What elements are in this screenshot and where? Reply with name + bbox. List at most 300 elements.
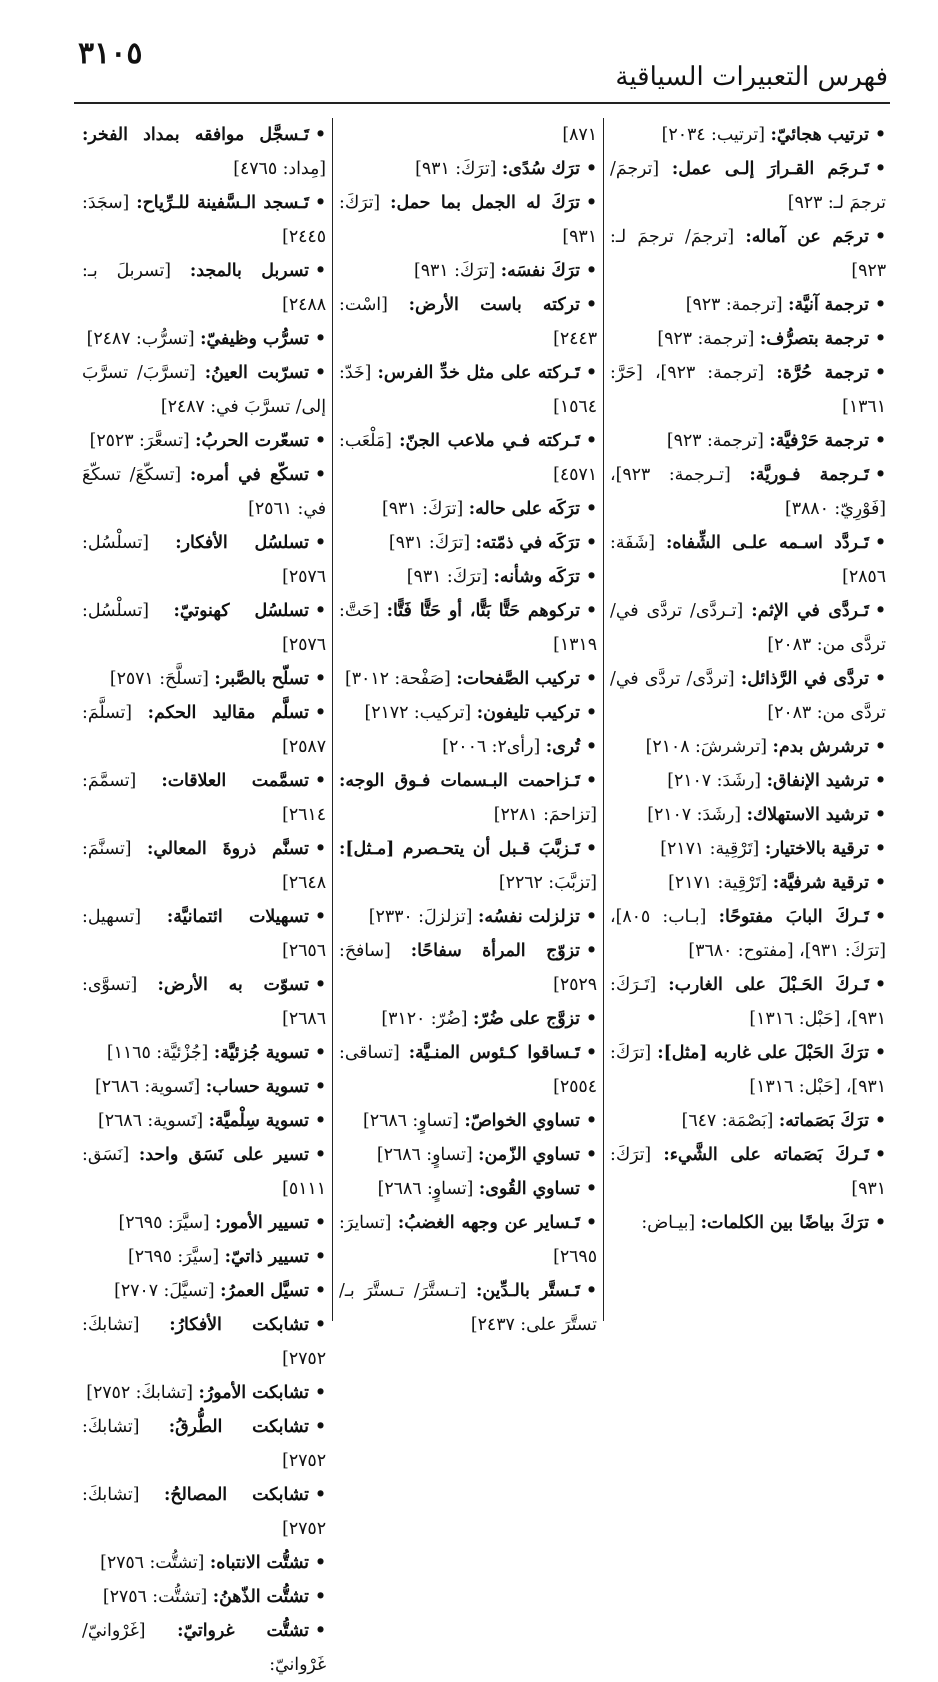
bullet-icon: • xyxy=(314,1111,326,1131)
bullet-icon: • xyxy=(874,363,886,383)
bullet-icon: • xyxy=(314,601,326,621)
entry-reference: [تسرُّب: ٢٤٨٧] xyxy=(86,329,195,349)
entry-term: تسوية جُزئيَّة: xyxy=(213,1043,309,1063)
entry-reference: [اسْت: ٢٤٤٣] xyxy=(339,295,597,349)
bullet-icon: • xyxy=(585,839,597,859)
entry-term: ترقية شرفيَّة: xyxy=(772,873,869,893)
bullet-icon: • xyxy=(874,431,886,451)
index-entry xyxy=(82,1410,326,1478)
bullet-icon: • xyxy=(314,431,326,451)
entry-reference: [بَصْمَة: ٦٤٧] xyxy=(681,1111,774,1131)
entry-reference: [ترَكَ: ٩٣١] xyxy=(610,1145,886,1199)
index-entry xyxy=(82,186,326,254)
entry-reference: [رأى٢: ٢٠٠٦] xyxy=(442,737,541,757)
entry-reference: [تردَّى/ تردَّى في/ تردَّى من: ٢٠٨٣] xyxy=(610,669,886,723)
bullet-icon: • xyxy=(585,771,597,791)
entry-term: تسنَّم ذروةَ المعالي: xyxy=(146,839,309,859)
entry-term: تشابكت الأمورُ: xyxy=(198,1383,309,1403)
entry-term: تسرّبت العينُ: xyxy=(204,363,309,383)
entry-reference: [تشتُّت: ٢٧٥٦] xyxy=(102,1587,208,1607)
index-entry xyxy=(339,1274,597,1342)
bullet-icon: • xyxy=(874,533,886,553)
entry-term: تَـسجد الـسَّفينة للـرِّياح: xyxy=(136,193,309,213)
bullet-icon: • xyxy=(585,159,597,179)
bullet-icon: • xyxy=(874,1213,886,1233)
entry-term: تسلَّم مقاليد الحكم: xyxy=(147,703,309,723)
bullet-icon: • xyxy=(585,499,597,519)
entry-reference: [تسنَّمَ: ٢٦٤٨] xyxy=(82,839,326,893)
index-entry xyxy=(339,1206,597,1274)
index-entry xyxy=(82,1070,326,1104)
bullet-icon: • xyxy=(585,431,598,451)
entry-reference: [بـاب: ٨٠٥]، [ترَكَ: ٩٣١]، [مفتوح: ٣٦٨٠] xyxy=(610,907,886,961)
bullet-icon: • xyxy=(314,1553,326,1573)
entry-reference: [تشابكَ: ٢٧٥٢] xyxy=(86,1383,194,1403)
index-entry xyxy=(339,730,597,764)
index-entry xyxy=(82,900,326,968)
entry-reference: [تَرْقِية: ٢١٧١] xyxy=(660,839,760,859)
index-entry xyxy=(339,764,597,832)
entry-reference: [تسربلَ بـ: ٢٤٨٨] xyxy=(82,261,326,315)
entry-term: تزوَّج على ضُرّ: xyxy=(473,1009,580,1029)
bullet-icon: • xyxy=(874,159,886,179)
bullet-icon: • xyxy=(314,975,326,995)
bullet-icon: • xyxy=(874,805,886,825)
bullet-icon: • xyxy=(585,1009,597,1029)
entry-term: تشتُّت غرواتيّ: xyxy=(177,1621,309,1641)
entry-reference: ٨٧١] xyxy=(562,125,597,145)
entry-reference: [تسوَّى: ٢٦٨٦] xyxy=(82,975,326,1029)
index-entry xyxy=(82,1376,326,1410)
bullet-icon: • xyxy=(314,907,326,927)
entry-term: تساوي الخواصّ: xyxy=(464,1111,580,1131)
entry-reference: [بيـاض: xyxy=(641,1213,696,1233)
bullet-icon: • xyxy=(874,1043,886,1063)
entry-term: تسوّت به الأرض: xyxy=(157,975,309,995)
entry-term: تسوية سِلْميَّة: xyxy=(208,1111,309,1131)
entry-term: ترجمة حُرَّة: xyxy=(776,363,869,383)
index-entry xyxy=(339,594,597,662)
entry-term: ترشيد الاستهلاك: xyxy=(746,805,869,825)
bullet-icon: • xyxy=(585,363,597,383)
entry-term: تَـسجَّل موافقه بمداد الفخر: xyxy=(82,125,309,145)
entry-reference: [تسرَّبَ/ تسرَّبَ إلى/ تسرَّبَ في: ٢٤٨٧] xyxy=(82,363,326,417)
entry-reference: [تسلَّحَ: ٢٥٧١] xyxy=(109,669,209,689)
bullet-icon: • xyxy=(585,295,597,315)
bullet-icon: • xyxy=(314,1315,326,1335)
entry-reference: [تساقى: ٢٥٥٤] xyxy=(339,1043,597,1097)
index-entry xyxy=(82,1546,326,1580)
bullet-icon: • xyxy=(874,737,886,757)
index-entry xyxy=(82,118,326,186)
index-entry xyxy=(82,764,326,832)
bullet-icon: • xyxy=(874,771,886,791)
entry-reference: [ترشرشَ: ٢١٠٨] xyxy=(645,737,768,757)
entry-reference: [ترَكَ: ٩٣١] xyxy=(406,567,489,587)
bullet-icon: • xyxy=(874,1145,886,1165)
entry-term: تَـرجَم القـرارَ إلـى عمل: xyxy=(671,159,869,179)
entry-term: ترَكَ بياضًا بين الكلمات: xyxy=(700,1213,869,1233)
entry-reference: [ترَكَ: ٩٣١]، [حَبْل: ١٣١٦] xyxy=(610,1043,886,1097)
entry-reference: [سافحَ: ٢٥٢٩] xyxy=(339,941,597,995)
entry-reference: [تسعَّرَ: ٢٥٢٣] xyxy=(89,431,190,451)
entry-term: تَـزبَّبَ قـبل أن يتحـصرم [مـثل]: xyxy=(339,839,580,859)
entry-reference: [جُزْئيَّة: ١١٦٥] xyxy=(106,1043,209,1063)
index-entry xyxy=(610,424,886,458)
bullet-icon: • xyxy=(314,193,326,213)
index-entry xyxy=(82,1104,326,1138)
entry-term: ترَك سُدًى: xyxy=(501,159,580,179)
entry-term: ترَكَ نفسَه: xyxy=(500,261,580,281)
index-entry xyxy=(82,322,326,356)
index-entry xyxy=(610,900,886,968)
entry-reference: [تسهيل: ٢٦٥٦] xyxy=(82,907,326,961)
entry-term: تسلسُل الأفكار: xyxy=(175,533,309,553)
entry-reference: [تـستَّرَ/ تـستَّرَ بـ/ تستَّرَ على: ٢٤٣٧] xyxy=(339,1281,597,1335)
index-entry xyxy=(82,1274,326,1308)
entry-term: تسوية حساب: xyxy=(205,1077,309,1097)
bullet-icon: • xyxy=(314,329,326,349)
index-entry xyxy=(339,696,597,730)
index-entry xyxy=(339,662,597,696)
index-entry xyxy=(82,356,326,424)
index-entry xyxy=(610,288,886,322)
column-left xyxy=(76,118,332,1675)
bullet-icon: • xyxy=(585,737,597,757)
bullet-icon: • xyxy=(314,1247,326,1267)
index-entry xyxy=(610,730,886,764)
entry-reference: [ترجمَ/ ترجمَ لـ: ٩٢٣] xyxy=(610,159,886,213)
entry-reference: [ترجمة: ٩٢٣]، [حَرَّ: ١٣٦١] xyxy=(610,363,886,417)
entry-term: تسهيلات ائتمانيَّة: xyxy=(166,907,309,927)
bullet-icon: • xyxy=(585,1043,597,1063)
entry-term: تركوهم حَتًّا بَتًّا، أو حَتًّا فَتًّا: xyxy=(386,601,580,621)
index-entry xyxy=(82,1478,326,1546)
entry-reference: [ترَكَ: ٩٣١] xyxy=(382,499,464,519)
entry-term: تركيب الصَّفحات: xyxy=(456,669,580,689)
bullet-icon: • xyxy=(314,1621,326,1641)
entry-reference: [تشابكَ: ٢٧٥٢] xyxy=(82,1417,326,1471)
entry-term: ترشرش بدم: xyxy=(772,737,869,757)
bullet-icon: • xyxy=(314,1145,326,1165)
entry-term: تسيَّل العمرُ: xyxy=(220,1281,309,1301)
index-entry xyxy=(610,458,886,526)
bullet-icon: • xyxy=(314,1281,326,1301)
index-entry xyxy=(82,1614,326,1682)
index-entry xyxy=(82,1240,326,1274)
index-entry xyxy=(610,322,886,356)
entry-reference: [ترَكَ: ٩٣١] xyxy=(415,159,497,179)
bullet-icon: • xyxy=(874,465,886,485)
entry-reference: [ترجمة: ٩٢٣] xyxy=(657,329,755,349)
entry-term: ترَكَ له الجمل بما حمل: xyxy=(390,193,580,213)
entry-reference: [صَفْحة: ٣٠١٢] xyxy=(345,669,451,689)
bullet-icon: • xyxy=(585,941,598,961)
entry-reference: [تَسوية: ٢٦٨٦] xyxy=(97,1111,204,1131)
page-title: فهرس التعبيرات السياقية xyxy=(615,62,888,92)
bullet-icon: • xyxy=(874,125,886,145)
entry-term: ترقية بالاختيار: xyxy=(764,839,869,859)
index-entry xyxy=(82,458,326,526)
index-entry xyxy=(82,1308,326,1376)
bullet-icon: • xyxy=(874,975,887,995)
bullet-icon: • xyxy=(585,703,597,723)
entry-reference: [تشتُّت: ٢٧٥٦] xyxy=(100,1553,205,1573)
index-entry xyxy=(339,934,597,1002)
index-entry xyxy=(82,662,326,696)
entry-term: ترجمة آنيَّة: xyxy=(788,295,869,315)
entry-term: ترشيد الإنفاق: xyxy=(766,771,869,791)
entry-reference: [تـرجمة: ٩٢٣]، [فَوْرِيّ: ٣٨٨٠] xyxy=(610,465,886,519)
entry-term: تسرُّب وظيفيّ: xyxy=(200,329,309,349)
entry-term: تَـركَ الحَـبْلَ على الغارب: xyxy=(668,975,869,995)
entry-term: تسمَّمت العلاقات: xyxy=(161,771,309,791)
entry-term: تزلزلت نفسُه: xyxy=(477,907,580,927)
bullet-icon: • xyxy=(585,1281,597,1301)
entry-reference: [تسلَّمَ: ٢٥٨٧] xyxy=(82,703,326,757)
entry-reference: [ضُرّ: ٣١٢٠] xyxy=(381,1009,468,1029)
index-entry xyxy=(82,424,326,458)
index-entry xyxy=(82,696,326,764)
bullet-icon: • xyxy=(585,1213,597,1233)
entry-term: تسربل بالمجد: xyxy=(189,261,309,281)
entry-term: تشابكت المصالحُ: xyxy=(163,1485,309,1505)
entry-reference: [تزبَّبَ: ٢٢٦٢] xyxy=(498,873,597,893)
bullet-icon: • xyxy=(585,567,597,587)
bullet-icon: • xyxy=(585,533,597,553)
bullet-icon: • xyxy=(874,227,887,247)
entry-term: تَـركَ البابَ مفتوحًا: xyxy=(718,907,869,927)
entry-reference: [تشابكَ: ٢٧٥٢] xyxy=(82,1315,326,1369)
bullet-icon: • xyxy=(314,125,326,145)
bullet-icon: • xyxy=(314,669,326,689)
bullet-icon: • xyxy=(874,295,886,315)
entry-term: تشتُّت الذّهنُ: xyxy=(212,1587,309,1607)
entry-reference: [تسايرَ: ٢٦٩٥] xyxy=(339,1213,597,1267)
bullet-icon: • xyxy=(585,907,597,927)
entry-term: تَـستَّر بالـدِّين: xyxy=(476,1281,580,1301)
entry-reference: [سجَدَ: ٢٤٤٥] xyxy=(82,193,326,247)
index-entry xyxy=(339,1104,597,1138)
index-entry xyxy=(610,118,886,152)
header-divider xyxy=(74,102,890,104)
entry-term: تسعّرت الحربُ: xyxy=(195,431,309,451)
bullet-icon: • xyxy=(874,907,886,927)
entry-term: ترَكَ الحَبْلَ على غاربه [مثل]: xyxy=(657,1043,869,1063)
index-entry xyxy=(339,832,597,900)
entry-term: ترَكَه وشأنه: xyxy=(493,567,580,587)
column-right xyxy=(604,118,892,1321)
entry-term: تسيير الأمور: xyxy=(215,1213,309,1233)
entry-reference: [ترجمة: ٩٢٣] xyxy=(685,295,783,315)
entry-reference: [حَتَّ: ١٣١٩] xyxy=(339,601,597,655)
entry-term: تزوّج المرأة سفاحًا: xyxy=(410,941,580,961)
index-entry xyxy=(610,526,886,594)
index-entry xyxy=(82,1206,326,1240)
index-entry xyxy=(610,594,886,662)
entry-reference: [تساوٍ: ٢٦٨٦] xyxy=(377,1179,474,1199)
entry-term: ترجمة حَرْفيَّة: xyxy=(769,431,869,451)
index-entry xyxy=(82,526,326,594)
entry-reference: [تسمَّمَ: ٢٦١٤] xyxy=(82,771,326,825)
entry-term: تَـردَّى في الإثم: xyxy=(751,601,869,621)
entry-term: تَـرجمة فـوريَّة: xyxy=(749,465,869,485)
index-entry xyxy=(339,254,597,288)
bullet-icon: • xyxy=(874,669,887,689)
bullet-icon: • xyxy=(314,703,326,723)
entry-term: تسير على نَسَق واحد: xyxy=(138,1145,309,1165)
index-entry xyxy=(610,356,886,424)
bullet-icon: • xyxy=(585,261,597,281)
index-entry xyxy=(339,288,597,356)
entry-term: ترجمة بتصرُّف: xyxy=(759,329,869,349)
bullet-icon: • xyxy=(585,669,597,689)
bullet-icon: • xyxy=(874,873,886,893)
bullet-icon: • xyxy=(585,1179,597,1199)
column-middle xyxy=(332,118,604,1335)
bullet-icon: • xyxy=(585,1111,597,1131)
index-entry xyxy=(610,1138,886,1206)
entry-reference: [رشَدَ: ٢١٠٧] xyxy=(667,771,762,791)
entry-term: تسكّع في أمره: xyxy=(189,465,309,485)
index-entry xyxy=(610,662,886,730)
bullet-icon: • xyxy=(874,601,886,621)
index-entry xyxy=(339,152,597,186)
entry-reference: [تسلْسُل: ٢٥٧٦] xyxy=(82,533,326,587)
index-entry xyxy=(610,1036,886,1104)
entry-reference: [رشَدَ: ٢١٠٧] xyxy=(647,805,742,825)
bullet-icon: • xyxy=(314,1077,326,1097)
entry-term: ترتيب هجائيّ: xyxy=(770,125,869,145)
entry-reference: [تسكّعَ/ تسكّعَ في: ٢٥٦١] xyxy=(82,465,326,519)
page-number: ٣١٠٥ xyxy=(78,36,143,71)
entry-reference: [سيَّرَ: ٢٦٩٥] xyxy=(127,1247,220,1267)
entry-reference: [تساوٍ: ٢٦٨٦] xyxy=(363,1111,459,1131)
entry-term: تشابكت الطُّرقُ: xyxy=(168,1417,309,1437)
index-entry xyxy=(339,186,597,254)
index-entry xyxy=(610,764,886,798)
entry-reference: [ترجمَ/ ترجمَ لـ: ٩٢٣] xyxy=(610,227,886,281)
entry-term: تساوي الزّمن: xyxy=(478,1145,580,1165)
entry-term: تركته باست الأرض: xyxy=(408,295,580,315)
bullet-icon: • xyxy=(585,193,597,213)
bullet-icon: • xyxy=(314,1383,326,1403)
index-entry xyxy=(339,1002,597,1036)
bullet-icon: • xyxy=(314,1485,326,1505)
entry-term: ترَكَه في ذمّته: xyxy=(475,533,580,553)
index-entry xyxy=(339,424,597,492)
entry-reference: [ترجمة: ٩٢٣] xyxy=(666,431,764,451)
index-entry xyxy=(82,968,326,1036)
entry-term: ترَكَ بَصَماته: xyxy=(778,1111,869,1131)
index-entry xyxy=(82,1036,326,1070)
index-columns xyxy=(76,118,892,1675)
entry-reference: [شَفَة: ٢٨٥٦] xyxy=(610,533,886,587)
index-entry xyxy=(82,254,326,322)
entry-reference: [ترَكَ: ٩٣١] xyxy=(388,533,471,553)
bullet-icon: • xyxy=(314,1417,326,1437)
entry-reference: [تَرْقِية: ٢١٧١] xyxy=(668,873,768,893)
bullet-icon: • xyxy=(314,839,326,859)
entry-term: تسلسُل كهنوتيّ: xyxy=(173,601,309,621)
entry-term: تَـركته على مثل خدِّ الفرس: xyxy=(377,363,580,383)
bullet-icon: • xyxy=(314,1043,326,1063)
bullet-icon: • xyxy=(874,839,886,859)
entry-reference: [غَرْوانيّ/ غَرْوانيّ: xyxy=(82,1621,326,1675)
bullet-icon: • xyxy=(874,1111,886,1131)
index-entry xyxy=(610,798,886,832)
bullet-icon: • xyxy=(314,1587,326,1607)
entry-term: تركيب تليفون: xyxy=(476,703,580,723)
entry-term: تَـركته فـي ملاعب الجنّ: xyxy=(399,431,580,451)
index-entry xyxy=(339,492,597,526)
entry-reference: [تسلْسُل: ٢٥٧٦] xyxy=(82,601,326,655)
entry-term: تسلّح بالصَّبر: xyxy=(214,669,309,689)
index-entry xyxy=(339,118,597,152)
entry-term: تُرى: xyxy=(545,737,580,757)
entry-term: تسيير ذاتيّ: xyxy=(224,1247,309,1267)
entry-reference: [مِداد: ٤٧٦٥] xyxy=(233,159,326,179)
index-entry xyxy=(82,832,326,900)
index-entry xyxy=(339,526,597,560)
entry-reference: [مَلْعَب: ٤٥٧١] xyxy=(339,431,597,485)
entry-term: تشتُّت الانتباه: xyxy=(209,1553,309,1573)
index-entry xyxy=(339,1036,597,1104)
index-entry xyxy=(82,1138,326,1206)
index-entry xyxy=(610,968,886,1036)
entry-reference: [تزاحمَ: ٢٢٨١] xyxy=(493,805,597,825)
bullet-icon: • xyxy=(314,363,326,383)
bullet-icon: • xyxy=(314,465,326,485)
index-entry xyxy=(339,560,597,594)
bullet-icon: • xyxy=(314,1213,326,1233)
entry-reference: [ترَكَ: ٩٣١] xyxy=(339,193,597,247)
index-entry xyxy=(82,1580,326,1614)
entry-reference: [ترَكَ: ٩٣١] xyxy=(413,261,496,281)
entry-term: ترجَم عن آماله: xyxy=(745,227,869,247)
entry-reference: [تَسوية: ٢٦٨٦] xyxy=(95,1077,201,1097)
index-entry xyxy=(610,220,886,288)
entry-reference: [تركيب: ٢١٧٢] xyxy=(364,703,472,723)
index-entry xyxy=(610,152,886,220)
entry-term: ترَكَه على حاله: xyxy=(468,499,580,519)
entry-term: تساوي القُوى: xyxy=(478,1179,580,1199)
entry-reference: [تزلزلَ: ٢٣٣٠] xyxy=(368,907,473,927)
entry-reference: [تـردَّى/ تردَّى في/ تردَّى من: ٢٠٨٣] xyxy=(610,601,886,655)
entry-reference: [نَسَق: ٥١١١] xyxy=(82,1145,326,1199)
entry-reference: [تسيَّلَ: ٢٧٠٧] xyxy=(114,1281,215,1301)
bullet-icon: • xyxy=(314,261,326,281)
index-entry xyxy=(82,594,326,662)
entry-term: تَـركَ بَصَماته على الشَّيء: xyxy=(663,1145,869,1165)
index-entry xyxy=(610,866,886,900)
index-entry xyxy=(610,1206,886,1240)
bullet-icon: • xyxy=(874,329,886,349)
entry-reference: [تساوٍ: ٢٦٨٦] xyxy=(376,1145,473,1165)
bullet-icon: • xyxy=(314,771,326,791)
entry-reference: [تشابكَ: ٢٧٥٢] xyxy=(82,1485,326,1539)
entry-reference: [سيَّرَ: ٢٦٩٥] xyxy=(118,1213,210,1233)
entry-term: تَـساير عن وجهه الغضبُ: xyxy=(397,1213,580,1233)
entry-reference: [تَـرَكَ: ٩٣١]، [حَبْل: ١٣١٦] xyxy=(610,975,886,1029)
entry-term: تَـردَّد اسـمه علـى الشِّفاه: xyxy=(665,533,869,553)
index-entry xyxy=(339,356,597,424)
entry-term: تَـساقوا كـئوس المنـيَّة: xyxy=(408,1043,580,1063)
entry-term: تردَّى في الرَّذائل: xyxy=(740,669,869,689)
bullet-icon: • xyxy=(314,533,327,553)
bullet-icon: • xyxy=(585,1145,597,1165)
index-entry xyxy=(610,1104,886,1138)
